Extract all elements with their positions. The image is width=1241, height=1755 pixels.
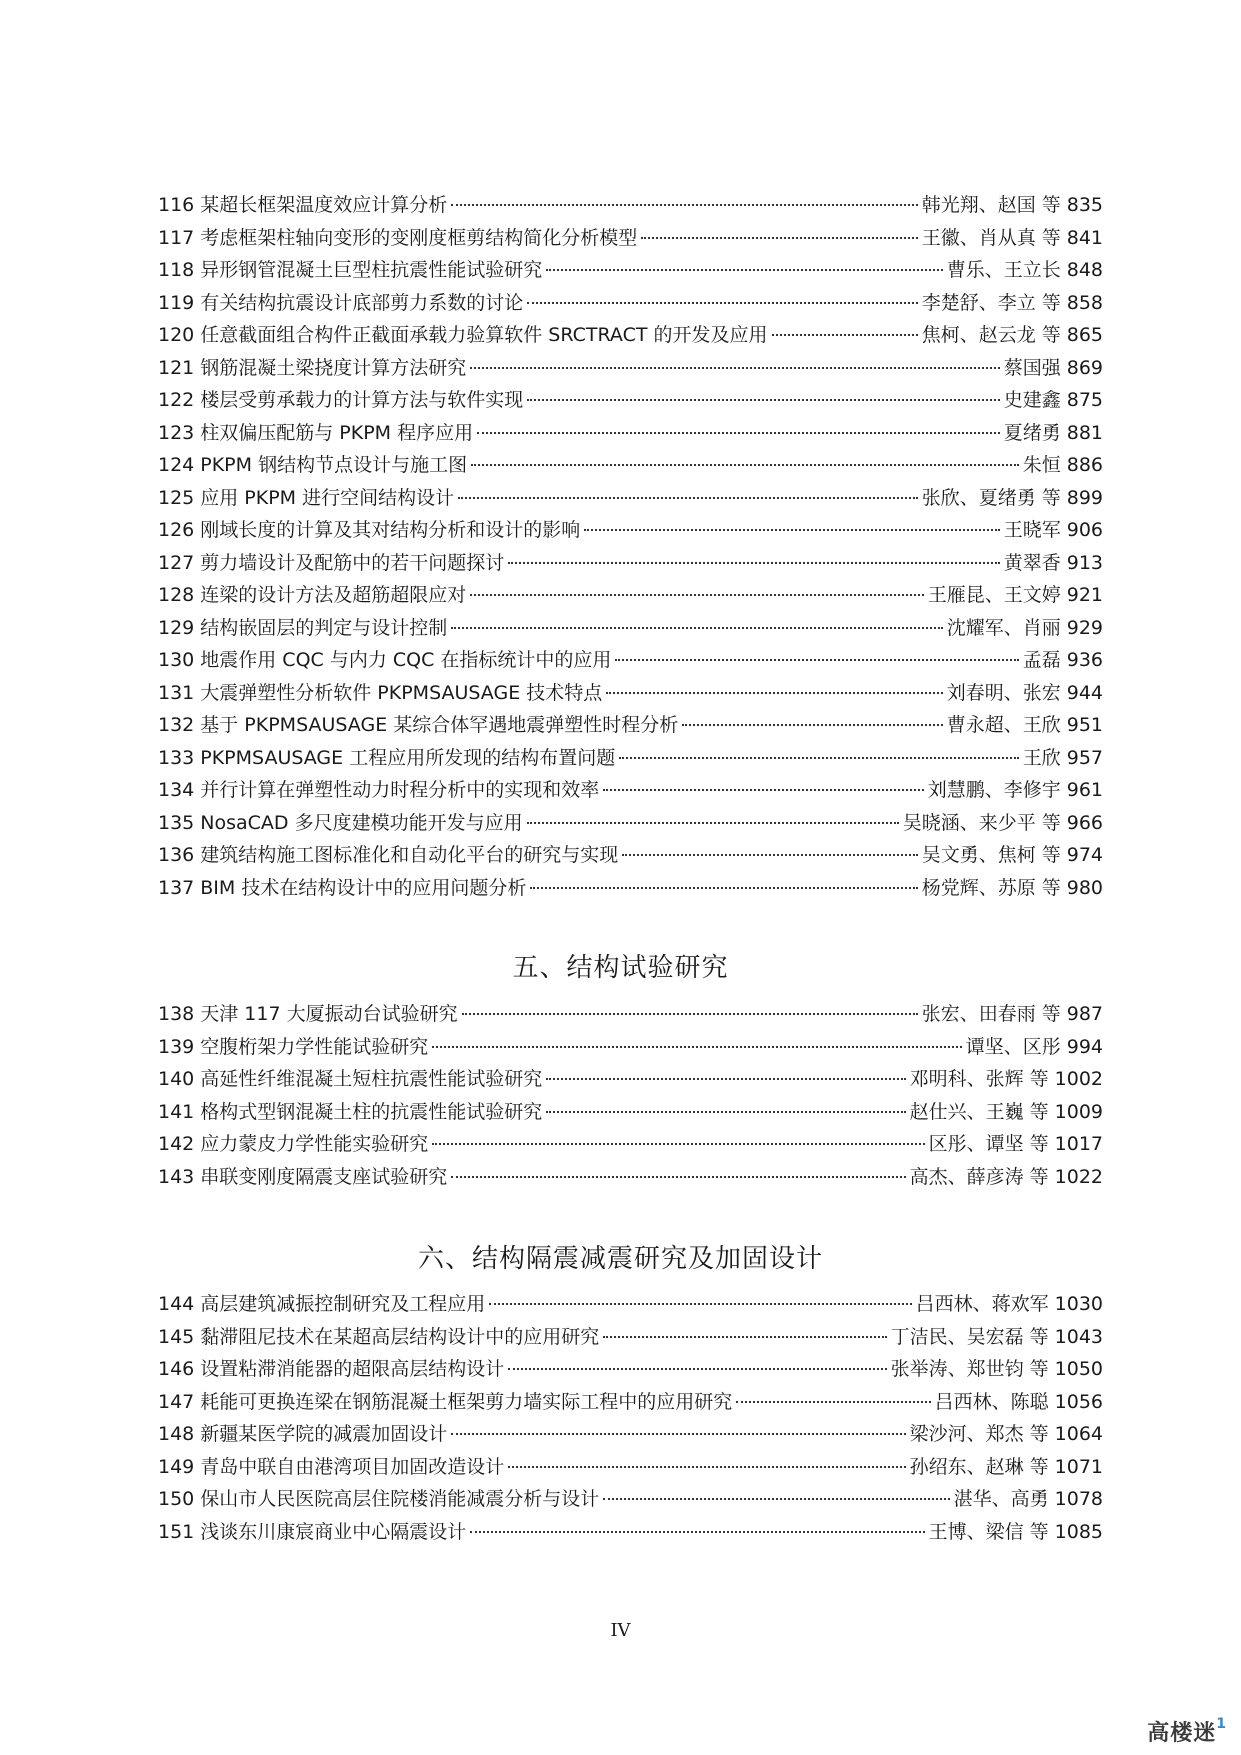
dot-leader bbox=[603, 1498, 949, 1500]
entry-number: 146 bbox=[158, 1358, 195, 1380]
entry-title: NosaCAD 多尺度建模功能开发与应用 bbox=[200, 811, 523, 834]
entry-number: 132 bbox=[158, 714, 195, 736]
entry-title: 地震作用 CQC 与内力 CQC 在指标统计中的应用 bbox=[200, 649, 612, 671]
entry-page: 1043 bbox=[1054, 1325, 1103, 1348]
toc-section-isolation-retrofit bbox=[158, 1288, 1103, 1548]
dot-leader bbox=[619, 757, 1019, 759]
entry-page: 906 bbox=[1066, 519, 1103, 541]
entry-authors: 黄翠香 bbox=[1003, 551, 1061, 574]
entry-authors: 杨党辉、苏原 等 bbox=[921, 876, 1061, 899]
entry-number: 116 bbox=[158, 194, 195, 216]
dot-leader bbox=[527, 399, 999, 401]
toc-entry[interactable] bbox=[158, 1288, 1103, 1321]
entry-number: 137 bbox=[158, 876, 195, 899]
entry-number: 131 bbox=[158, 681, 195, 704]
entry-number: 150 bbox=[158, 1488, 195, 1510]
entry-number: 122 bbox=[158, 389, 195, 411]
entry-page: 1002 bbox=[1054, 1068, 1103, 1090]
toc-entry[interactable] bbox=[158, 189, 1103, 222]
entry-page: 1056 bbox=[1054, 1390, 1103, 1413]
entry-authors: 韩光翔、赵国 等 bbox=[921, 194, 1061, 216]
dot-leader bbox=[462, 1013, 918, 1015]
entry-authors: 邓明科、张辉 等 bbox=[909, 1068, 1049, 1090]
entry-number: 130 bbox=[158, 649, 195, 671]
entry-number: 147 bbox=[158, 1390, 195, 1413]
entry-number: 120 bbox=[158, 324, 195, 346]
entry-title: 钢筋混凝土梁挠度计算方法研究 bbox=[200, 356, 467, 379]
entry-title: 某超长框架温度效应计算分析 bbox=[200, 194, 448, 216]
entry-number: 141 bbox=[158, 1100, 195, 1123]
dot-leader bbox=[508, 1466, 905, 1468]
entry-number: 126 bbox=[158, 519, 195, 541]
toc-entry[interactable] bbox=[158, 449, 1103, 482]
dot-leader bbox=[603, 1336, 886, 1338]
entry-title: 结构嵌固层的判定与设计控制 bbox=[200, 616, 448, 639]
entry-page: 1064 bbox=[1054, 1423, 1103, 1445]
entry-authors: 吴文勇、焦柯 等 bbox=[921, 844, 1061, 866]
entry-title: 串联变刚度隔震支座试验研究 bbox=[200, 1165, 448, 1188]
dot-leader bbox=[432, 1143, 924, 1145]
entry-authors: 吕西林、陈聪 bbox=[934, 1390, 1049, 1413]
entry-title: 耗能可更换连梁在钢筋混凝土框架剪力墙实际工程中的应用研究 bbox=[200, 1390, 733, 1413]
toc-entry[interactable] bbox=[158, 514, 1103, 547]
entry-page: 1022 bbox=[1054, 1165, 1103, 1188]
entry-title: 青岛中联自由港湾项目加固改造设计 bbox=[200, 1455, 505, 1478]
toc-entry[interactable] bbox=[158, 319, 1103, 352]
toc-entry[interactable] bbox=[158, 287, 1103, 320]
toc-section-structural-tests bbox=[158, 998, 1103, 1193]
dot-leader bbox=[641, 237, 917, 239]
entry-title: 有关结构抗震设计底部剪力系数的讨论 bbox=[200, 291, 524, 314]
dot-leader bbox=[451, 204, 917, 206]
entry-title: 考虑框架柱轴向变形的变刚度框剪结构简化分析模型 bbox=[200, 226, 638, 249]
entry-authors: 王晓军 bbox=[1003, 519, 1061, 541]
entry-authors: 吴晓涵、来少平 等 bbox=[902, 811, 1061, 834]
entry-page: 1017 bbox=[1054, 1133, 1103, 1155]
entry-page: 994 bbox=[1066, 1035, 1103, 1058]
entry-number: 128 bbox=[158, 584, 195, 606]
entry-number: 133 bbox=[158, 746, 195, 769]
entry-title: 高层建筑减振控制研究及工程应用 bbox=[200, 1293, 486, 1315]
dot-leader bbox=[470, 594, 923, 596]
entry-authors: 赵仕兴、王巍 等 bbox=[909, 1100, 1049, 1123]
toc-entry[interactable] bbox=[158, 677, 1103, 710]
entry-page: 957 bbox=[1066, 746, 1103, 769]
entry-title: 天津 117 大厦振动台试验研究 bbox=[200, 1003, 458, 1025]
entry-authors: 梁沙河、郑杰 等 bbox=[909, 1423, 1049, 1445]
entry-page: 848 bbox=[1066, 259, 1103, 281]
entry-title: 大震弹塑性分析软件 PKPMSAUSAGE 技术特点 bbox=[200, 681, 603, 704]
entry-page: 966 bbox=[1066, 811, 1103, 834]
dot-leader bbox=[451, 627, 942, 629]
dot-leader bbox=[451, 1433, 905, 1435]
dot-leader bbox=[546, 1078, 905, 1080]
entry-authors: 张举涛、郑世钧 等 bbox=[890, 1358, 1049, 1380]
watermark-accent: 1 bbox=[1216, 1716, 1227, 1732]
entry-number: 135 bbox=[158, 811, 195, 834]
entry-authors: 曹乐、王立长 bbox=[946, 259, 1061, 281]
entry-title: 浅谈东川康宸商业中心隔震设计 bbox=[200, 1520, 467, 1543]
toc-entry[interactable] bbox=[158, 709, 1103, 742]
watermark-text: 高楼迷 bbox=[1147, 1721, 1217, 1746]
entry-title: 新疆某医学院的减震加固设计 bbox=[200, 1423, 448, 1445]
dot-leader bbox=[470, 1531, 924, 1533]
entry-number: 129 bbox=[158, 616, 195, 639]
entry-page: 1050 bbox=[1054, 1358, 1103, 1380]
toc-entry[interactable] bbox=[158, 1516, 1103, 1549]
entry-title: 连梁的设计方法及超筋超限应对 bbox=[200, 584, 467, 606]
entry-page: 929 bbox=[1066, 616, 1103, 639]
entry-authors: 丁洁民、吴宏磊 等 bbox=[890, 1325, 1049, 1348]
dot-leader bbox=[584, 529, 999, 531]
entry-authors: 孙绍东、赵琳 等 bbox=[909, 1455, 1049, 1478]
entry-number: 140 bbox=[158, 1068, 195, 1090]
entry-authors: 高杰、薛彦涛 等 bbox=[909, 1165, 1049, 1188]
dot-leader bbox=[508, 1368, 886, 1370]
toc-section-continued bbox=[158, 189, 1103, 904]
entry-number: 136 bbox=[158, 844, 195, 866]
toc-entry[interactable] bbox=[158, 774, 1103, 807]
entry-number: 119 bbox=[158, 291, 195, 314]
section-heading-isolation-retrofit: 六、结构隔震减震研究及加固设计 bbox=[417, 1244, 823, 1274]
toc-entry[interactable] bbox=[158, 222, 1103, 255]
entry-title: 设置粘滞消能器的超限高层结构设计 bbox=[200, 1358, 505, 1380]
toc-entry[interactable] bbox=[158, 644, 1103, 677]
entry-number: 118 bbox=[158, 259, 195, 281]
entry-page: 886 bbox=[1066, 454, 1103, 476]
entry-title: 保山市人民医院高层住院楼消能减震分析与设计 bbox=[200, 1488, 600, 1510]
entry-authors: 区彤、谭坚 等 bbox=[928, 1133, 1049, 1155]
toc-entry[interactable] bbox=[158, 742, 1103, 775]
entry-title: 基于 PKPMSAUSAGE 某综合体罕遇地震弹塑性时程分析 bbox=[200, 714, 679, 736]
entry-number: 127 bbox=[158, 551, 195, 574]
toc-entry[interactable] bbox=[158, 1161, 1103, 1194]
toc-entry[interactable] bbox=[158, 1128, 1103, 1161]
dot-leader bbox=[530, 887, 917, 889]
entry-title: 黏滞阻尼技术在某超高层结构设计中的应用研究 bbox=[200, 1325, 600, 1348]
entry-number: 123 bbox=[158, 421, 195, 444]
toc-entry[interactable] bbox=[158, 352, 1103, 385]
entry-page: 835 bbox=[1066, 194, 1103, 216]
entry-authors: 李楚舒、李立 等 bbox=[921, 291, 1061, 314]
entry-number: 142 bbox=[158, 1133, 195, 1155]
entry-title: 柱双偏压配筋与 PKPM 程序应用 bbox=[200, 421, 474, 444]
toc-entry[interactable] bbox=[158, 417, 1103, 450]
entry-title: PKPM 钢结构节点设计与施工图 bbox=[200, 454, 468, 476]
entry-authors: 谭坚、区彤 bbox=[965, 1035, 1061, 1058]
toc-entry[interactable] bbox=[158, 1451, 1103, 1484]
entry-page: 980 bbox=[1066, 876, 1103, 899]
entry-page: 881 bbox=[1066, 421, 1103, 444]
dot-leader bbox=[622, 854, 917, 856]
entry-authors: 史建鑫 bbox=[1003, 389, 1061, 411]
toc-entry[interactable] bbox=[158, 872, 1103, 905]
dot-leader bbox=[546, 1111, 905, 1113]
dot-leader bbox=[606, 692, 942, 694]
entry-page: 951 bbox=[1066, 714, 1103, 736]
entry-authors: 沈耀军、肖丽 bbox=[946, 616, 1061, 639]
entry-title: 应力蒙皮力学性能实验研究 bbox=[200, 1133, 429, 1155]
entry-authors: 湛华、高勇 bbox=[953, 1488, 1049, 1510]
toc-entry[interactable] bbox=[158, 1321, 1103, 1354]
entry-authors: 王雁昆、王文婷 bbox=[927, 584, 1061, 606]
entry-authors: 张宏、田春雨 等 bbox=[921, 1003, 1061, 1025]
entry-page: 936 bbox=[1066, 649, 1103, 671]
entry-page: 913 bbox=[1066, 551, 1103, 574]
entry-title: 剪力墙设计及配筋中的若干问题探讨 bbox=[200, 551, 505, 574]
entry-number: 117 bbox=[158, 226, 195, 249]
dot-leader bbox=[682, 724, 942, 726]
entry-number: 124 bbox=[158, 454, 195, 476]
entry-authors: 王博、梁信 等 bbox=[928, 1520, 1049, 1543]
toc-entry[interactable] bbox=[158, 612, 1103, 645]
toc-entry[interactable] bbox=[158, 1483, 1103, 1516]
entry-authors: 刘慧鹏、李修宇 bbox=[927, 779, 1061, 801]
entry-title: 任意截面组合构件正截面承载力验算软件 SRCTRACT 的开发及应用 bbox=[200, 324, 768, 346]
entry-title: 建筑结构施工图标准化和自动化平台的研究与实现 bbox=[200, 844, 619, 866]
toc-entry[interactable] bbox=[158, 1031, 1103, 1064]
dot-leader bbox=[432, 1046, 961, 1048]
toc-entry[interactable] bbox=[158, 1063, 1103, 1096]
toc-entry[interactable] bbox=[158, 998, 1103, 1031]
dot-leader bbox=[527, 822, 899, 824]
dot-leader bbox=[772, 334, 918, 336]
entry-number: 144 bbox=[158, 1293, 195, 1315]
dot-leader bbox=[477, 432, 1000, 434]
entry-number: 138 bbox=[158, 1003, 195, 1025]
entry-authors: 朱恒 bbox=[1022, 454, 1061, 476]
entry-title: 格构式型钢混凝土柱的抗震性能试验研究 bbox=[200, 1100, 543, 1123]
dot-leader bbox=[546, 269, 942, 271]
entry-number: 149 bbox=[158, 1455, 195, 1478]
toc-entry[interactable] bbox=[158, 839, 1103, 872]
entry-number: 143 bbox=[158, 1165, 195, 1188]
entry-number: 148 bbox=[158, 1423, 195, 1445]
toc-entry[interactable] bbox=[158, 384, 1103, 417]
entry-page: 1071 bbox=[1054, 1455, 1103, 1478]
entry-authors: 刘春明、张宏 bbox=[946, 681, 1061, 704]
entry-title: 楼层受剪承载力的计算方法与软件实现 bbox=[200, 389, 524, 411]
entry-page: 865 bbox=[1066, 324, 1103, 346]
dot-leader bbox=[489, 1303, 911, 1305]
toc-entry[interactable] bbox=[158, 482, 1103, 515]
entry-page: 899 bbox=[1066, 486, 1103, 509]
toc-entry[interactable] bbox=[158, 1353, 1103, 1386]
entry-title: 应用 PKPM 进行空间结构设计 bbox=[200, 486, 455, 509]
dot-leader bbox=[470, 367, 999, 369]
entry-number: 125 bbox=[158, 486, 195, 509]
entry-authors: 王欣 bbox=[1022, 746, 1061, 769]
dot-leader bbox=[615, 659, 1018, 661]
entry-page: 869 bbox=[1066, 356, 1103, 379]
toc-entry[interactable] bbox=[158, 547, 1103, 580]
toc-entry[interactable] bbox=[158, 1096, 1103, 1129]
dot-leader bbox=[736, 1401, 930, 1403]
entry-page: 1078 bbox=[1054, 1488, 1103, 1510]
entry-page: 944 bbox=[1066, 681, 1103, 704]
entry-number: 145 bbox=[158, 1325, 195, 1348]
entry-title: 高延性纤维混凝土短柱抗震性能试验研究 bbox=[200, 1068, 543, 1090]
entry-authors: 张欣、夏绪勇 等 bbox=[921, 486, 1061, 509]
entry-number: 121 bbox=[158, 356, 195, 379]
dot-leader bbox=[458, 497, 918, 499]
toc-entry[interactable] bbox=[158, 1386, 1103, 1419]
entry-page: 974 bbox=[1066, 844, 1103, 866]
dot-leader bbox=[471, 464, 1019, 466]
section-heading-structural-tests: 五、结构试验研究 bbox=[512, 953, 729, 983]
entry-authors: 蔡国强 bbox=[1003, 356, 1061, 379]
dot-leader bbox=[508, 562, 999, 564]
entry-page: 875 bbox=[1066, 389, 1103, 411]
entry-number: 134 bbox=[158, 779, 195, 801]
dot-leader bbox=[527, 302, 917, 304]
entry-authors: 焦柯、赵云龙 等 bbox=[921, 324, 1061, 346]
entry-title: 异形钢管混凝土巨型柱抗震性能试验研究 bbox=[200, 259, 543, 281]
toc-entry[interactable] bbox=[158, 807, 1103, 840]
toc-entry[interactable] bbox=[158, 254, 1103, 287]
entry-page: 921 bbox=[1066, 584, 1103, 606]
entry-authors: 夏绪勇 bbox=[1003, 421, 1061, 444]
entry-page: 1009 bbox=[1054, 1100, 1103, 1123]
entry-authors: 吕西林、蒋欢军 bbox=[915, 1293, 1049, 1315]
entry-authors: 曹永超、王欣 bbox=[946, 714, 1061, 736]
entry-title: BIM 技术在结构设计中的应用问题分析 bbox=[200, 876, 527, 899]
site-watermark-logo bbox=[1147, 1716, 1227, 1747]
entry-title: 空腹桁架力学性能试验研究 bbox=[200, 1035, 429, 1058]
toc-entry[interactable] bbox=[158, 579, 1103, 612]
entry-number: 151 bbox=[158, 1520, 195, 1543]
entry-title: 并行计算在弹塑性动力时程分析中的实现和效率 bbox=[200, 779, 600, 801]
entry-page: 858 bbox=[1066, 291, 1103, 314]
entry-page: 987 bbox=[1066, 1003, 1103, 1025]
dot-leader bbox=[603, 789, 923, 791]
entry-page: 1085 bbox=[1054, 1520, 1103, 1543]
entry-title: PKPMSAUSAGE 工程应用所发现的结构布置问题 bbox=[200, 746, 616, 769]
entry-authors: 王徽、肖从真 等 bbox=[921, 226, 1061, 249]
toc-entry[interactable] bbox=[158, 1418, 1103, 1451]
entry-page: 841 bbox=[1066, 226, 1103, 249]
entry-page: 1030 bbox=[1054, 1293, 1103, 1315]
entry-title: 刚域长度的计算及其对结构分析和设计的影响 bbox=[200, 519, 581, 541]
dot-leader bbox=[451, 1176, 905, 1178]
entry-page: 961 bbox=[1066, 779, 1103, 801]
entry-number: 139 bbox=[158, 1035, 195, 1058]
entry-authors: 孟磊 bbox=[1022, 649, 1061, 671]
page-number: IV bbox=[610, 1620, 631, 1641]
